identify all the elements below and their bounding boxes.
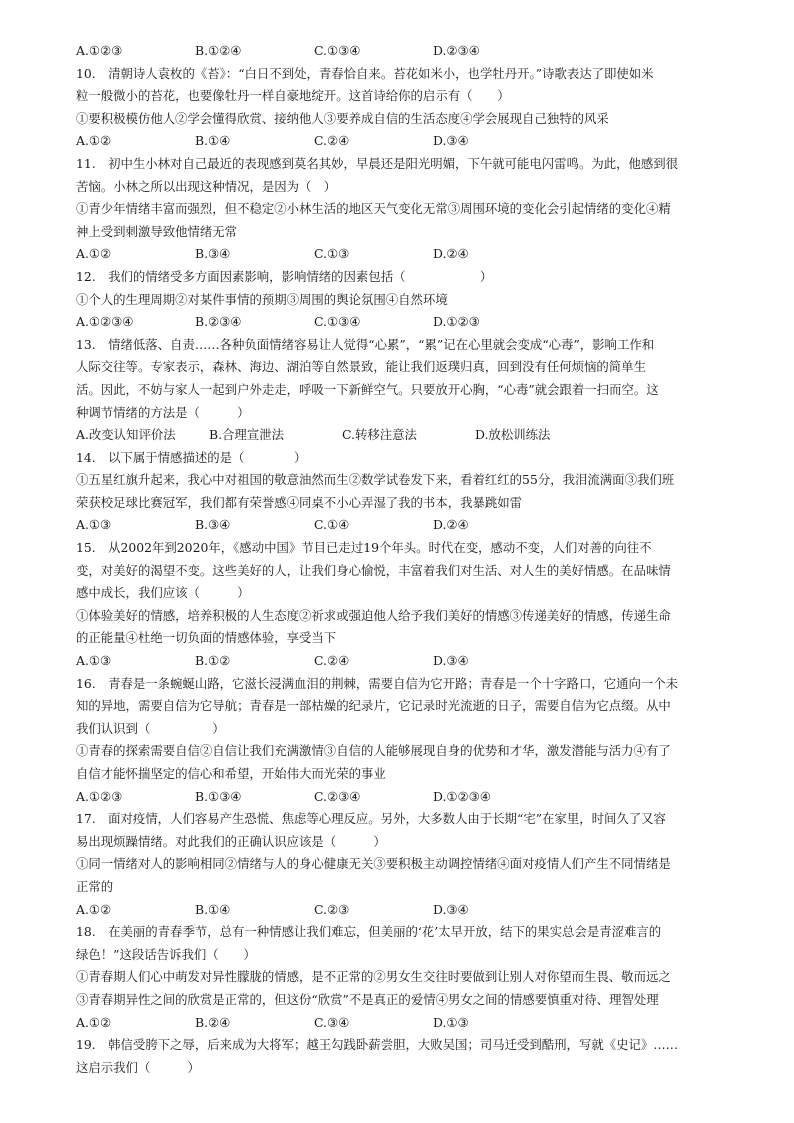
option-d: D.②④ bbox=[433, 246, 469, 262]
option-d: D.③④ bbox=[433, 133, 469, 149]
question-19 bbox=[76, 1034, 756, 1079]
question-line: 15. 从2002年到2020年，《感动中国》节目已走过19个年头。时代在变，感动不变，人们对善的向往不 bbox=[76, 540, 652, 556]
question-17 bbox=[76, 808, 756, 921]
question-14 bbox=[76, 447, 756, 537]
question-15 bbox=[76, 537, 756, 673]
option-b: B.②③④ bbox=[195, 314, 242, 330]
option-a: A.①③ bbox=[76, 653, 112, 669]
option-d: D.①②③④ bbox=[433, 788, 491, 804]
option-b: B.合理宣泄法 bbox=[209, 427, 284, 443]
question-line: 这启示我们（ ） bbox=[76, 1059, 200, 1075]
q11-options bbox=[76, 243, 756, 266]
option-b: B.①④ bbox=[195, 133, 231, 149]
question-13 bbox=[76, 334, 756, 447]
question-line: 10. 清朝诗人袁枚的《苔》：“白日不到处，青春恰自来。苔花如米小，也学牡丹开。”诗歌表达了即使如米 bbox=[76, 65, 654, 81]
option-c: C.①③④ bbox=[314, 314, 361, 330]
question-line: 11. 初中生小林对自己最近的表现感到莫名其妙，早晨还是阳光明媚，下午就可能电闪雷鸣。为此，他感到很 bbox=[76, 155, 679, 171]
statements-line: ①青春的探索需要自信②自信让我们充满激情③自信的人能够展现自身的优势和才华，激发潜能与活力④有了 bbox=[76, 743, 671, 759]
statements-line: 荣获校足球比赛冠军，我们都有荣誉感④同桌不小心弄湿了我的书本，我暴跳如雷 bbox=[76, 494, 523, 510]
option-d: D.③④ bbox=[433, 653, 469, 669]
option-b: B.②④ bbox=[195, 1014, 231, 1030]
question-line: 人际交往等。专家表示，森林、海边、湖泊等自然景致，能让我们返璞归真，回到没有任何烦恼的简单生 bbox=[76, 359, 646, 375]
question-line: 14. 以下属于情感描述的是（ ） bbox=[76, 449, 307, 465]
question-line: 19. 韩信受胯下之辱，后来成为大将军；越王勾践卧薪尝胆，大败吴国；司马迁受到酷刑，写就《史记》…… bbox=[76, 1037, 679, 1053]
question-10 bbox=[76, 63, 756, 153]
statements-line: ①个人的生理周期②对某件事情的预期③周围的舆论氛围④自然环境 bbox=[76, 291, 448, 307]
question-18 bbox=[76, 921, 756, 1034]
statements-line: 的正能量④杜绝一切负面的情感体验，享受当下 bbox=[76, 630, 337, 646]
question-line: 粒一般微小的苔花，也要像牡丹一样自豪地绽开。这首诗给你的启示有（ ） bbox=[76, 88, 510, 104]
option-a: A.①③ bbox=[76, 517, 112, 533]
question-line: 17. 面对疫情，人们容易产生恐慌、焦虑等心理反应。另外，大多数人由于长期“宅”在家里，时间久了又容 bbox=[76, 811, 666, 827]
option-a: A.①② bbox=[76, 1014, 112, 1030]
option-c: C.①④ bbox=[314, 517, 350, 533]
option-d: D.放松训练法 bbox=[475, 427, 551, 443]
option-c: C.②④ bbox=[314, 133, 350, 149]
option-c: C.③④ bbox=[314, 1014, 350, 1030]
option-a: A.①②③④ bbox=[76, 314, 134, 330]
option-c: C.②③ bbox=[314, 901, 350, 917]
option-a: A.①②③ bbox=[76, 43, 123, 58]
q14-options bbox=[76, 514, 756, 537]
exam-page bbox=[76, 40, 756, 1079]
question-line: 变，对美好的渴望不变。这些美好的人，让我们身心愉悦，丰富着我们对生活、对人生的美好情感。在品味情 bbox=[76, 562, 671, 578]
question-12 bbox=[76, 266, 756, 334]
option-c: C.①③ bbox=[314, 246, 350, 262]
statements-line: ①体验美好的情感，培养积极的人生态度②祈求或强迫他人给予我们美好的情感③传递美好的情感，传递生命 bbox=[76, 607, 671, 623]
question-line: 16. 青春是一条蜿蜒山路，它滋长浸满血泪的荆棘，需要自信为它开路；青春是一个十字路口，它通向一个未 bbox=[76, 675, 679, 691]
option-d: D.③④ bbox=[433, 901, 469, 917]
option-d: D.①③ bbox=[433, 1014, 469, 1030]
question-line: 知的异地，需要自信为它导航；青春是一部枯燥的纪录片，它记录时光流逝的日子，需要自信为它点缀。从中 bbox=[76, 698, 671, 714]
option-d: D.②③④ bbox=[433, 43, 480, 58]
statements-line: ①青春期人们心中萌发对异性朦胧的情感，是不正常的②男女生交往时要做到让别人对你望而生畏、敬而远之 bbox=[76, 969, 671, 985]
option-c: C.②③④ bbox=[314, 788, 361, 804]
question-line: 种调节情绪的方法是（ ） bbox=[76, 404, 250, 420]
option-b: B.①②④ bbox=[195, 43, 242, 58]
option-c: C.①③④ bbox=[314, 43, 361, 58]
option-a: A.①②③ bbox=[76, 788, 123, 804]
statements-line: ③青春期异性之间的欣赏是正常的，但这份“欣赏”不是真正的爱情④男女之间的情感要慎重对待、理智处理 bbox=[76, 991, 659, 1007]
q15-options bbox=[76, 650, 756, 673]
question-line: 13. 情绪低落、自责……各种负面情绪容易让人觉得“心累”，“累”记在心里就会变成“心毒”，影响工作和 bbox=[76, 336, 655, 352]
option-b: B.③④ bbox=[195, 517, 231, 533]
question-line: 绿色！”这段话告诉我们（ ） bbox=[76, 946, 256, 962]
option-c: C.转移注意法 bbox=[342, 427, 417, 443]
question-line: 苦恼。小林之所以出现这种情况，是因为（ ） bbox=[76, 178, 337, 194]
q10-options bbox=[76, 130, 756, 153]
statements-line: ①五星红旗升起来，我心中对祖国的敬意油然而生②数学试卷发下来，看着红红的55分，我泪流满面③我们班 bbox=[76, 472, 675, 488]
statements-line: 正常的 bbox=[76, 878, 114, 894]
option-d: D.①②③ bbox=[433, 314, 480, 330]
question-line: 易出现烦躁情绪。对此我们的正确认识应该是（ ） bbox=[76, 833, 386, 849]
statements-line: ①青少年情绪丰富而强烈，但不稳定②小林生活的地区天气变化无常③周围环境的变化会引起情绪的变化④精 bbox=[76, 201, 671, 217]
option-a: A.①② bbox=[76, 133, 112, 149]
q18-options bbox=[76, 1012, 756, 1035]
option-d: D.②④ bbox=[433, 517, 469, 533]
option-a: A.改变认知评价法 bbox=[76, 427, 176, 443]
option-b: B.①② bbox=[195, 653, 231, 669]
option-b: B.③④ bbox=[195, 246, 231, 262]
question-line: 我们认识到（ ） bbox=[76, 720, 225, 736]
option-b: B.①④ bbox=[195, 901, 231, 917]
question-line: 感中成长，我们应该（ ） bbox=[76, 585, 250, 601]
statements-line: 自信才能怀揣坚定的信心和希望，开始伟大而光荣的事业 bbox=[76, 766, 386, 781]
q12-options bbox=[76, 311, 756, 334]
option-c: C.②④ bbox=[314, 653, 350, 669]
q17-options bbox=[76, 899, 756, 922]
q13-options bbox=[76, 424, 756, 447]
question-16 bbox=[76, 673, 756, 809]
question-line: 12. 我们的情绪受多方面因素影响，影响情绪的因素包括（ ） bbox=[76, 268, 493, 284]
statements-line: ①要积极模仿他人②学会懂得欣赏、接纳他人③要养成自信的生活态度④学会展现自己独特的风采 bbox=[76, 110, 609, 126]
q16-options bbox=[76, 786, 756, 809]
q9-options bbox=[76, 40, 756, 63]
option-a: A.①② bbox=[76, 246, 112, 262]
statements-line: ①同一情绪对人的影响相同②情绪与人的身心健康无关③要积极主动调控情绪④面对疫情人们产生不同情绪是 bbox=[76, 856, 671, 872]
question-11 bbox=[76, 153, 756, 266]
question-line: 活。因此，不妨与家人一起到户外走走，呼吸一下新鲜空气。只要放开心胸，“心毒”就会跟着一扫而空。这 bbox=[76, 381, 659, 397]
statements-line: 神上受到刺激导致他情绪无常 bbox=[76, 223, 238, 239]
option-b: B.①③④ bbox=[195, 788, 242, 804]
question-line: 18. 在美丽的青春季节，总有一种情感让我们难忘，但美丽的‘花’太早开放，结下的果实总会是青涩难言的 bbox=[76, 924, 662, 940]
option-a: A.①② bbox=[76, 901, 112, 917]
